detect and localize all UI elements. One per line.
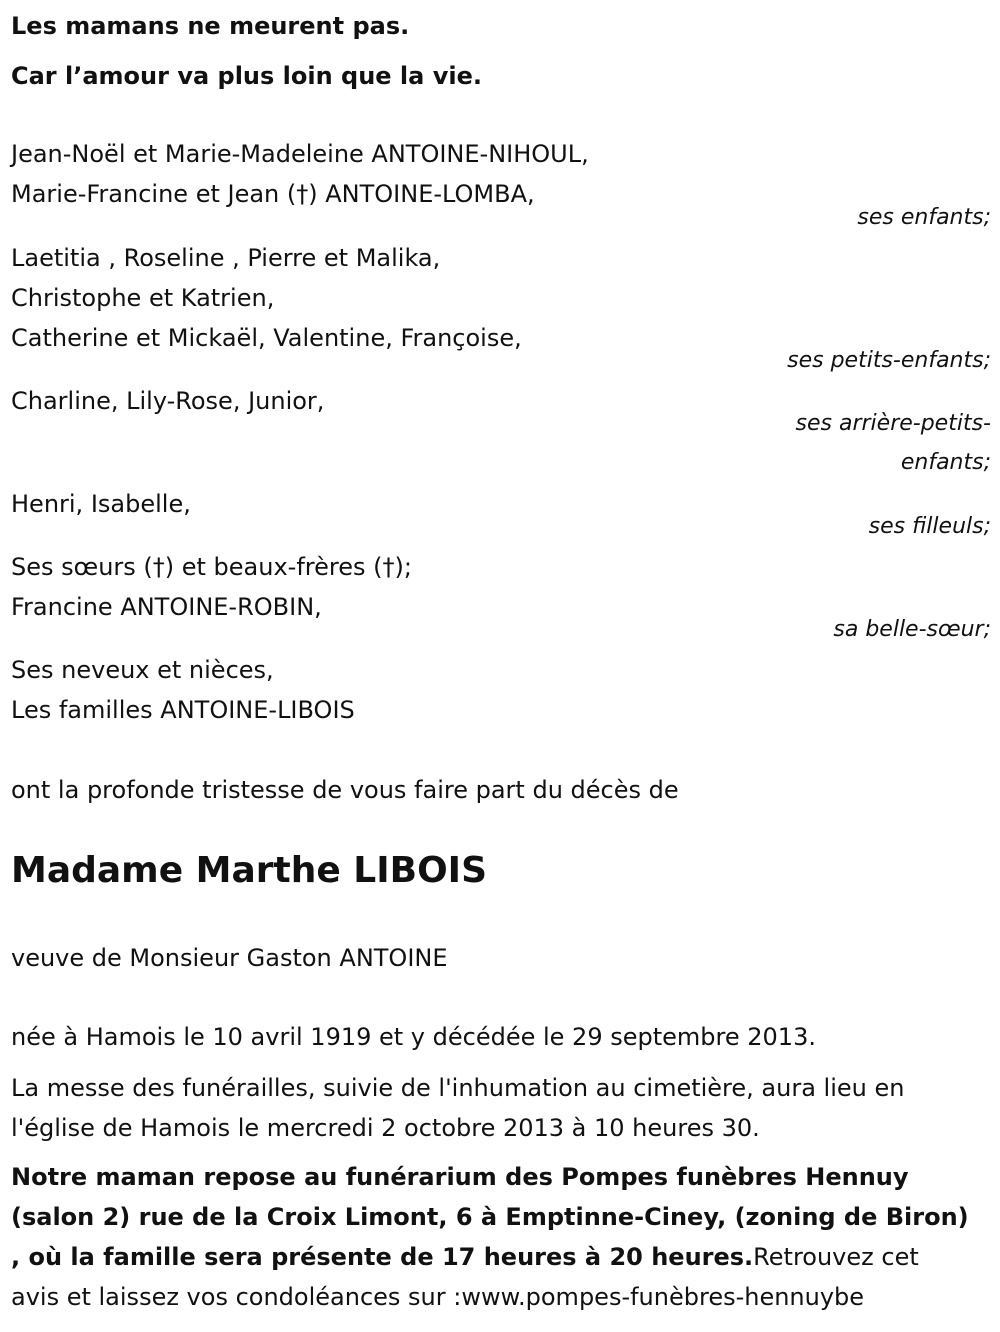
announcement: ont la profonde tristesse de vous faire part du décès de — [11, 776, 679, 804]
godchildren-line-1: Henri, Isabelle, — [11, 490, 191, 518]
deceased-name: Madame Marthe LIBOIS — [11, 850, 487, 891]
relatives-line-2: Les familles ANTOINE-LIBOIS — [11, 696, 355, 724]
grandchildren-line-3: Catherine et Mickaël, Valentine, Françoise, — [11, 324, 522, 352]
relatives-line-1: Ses neveux et nièces, — [11, 656, 274, 684]
birth-death: née à Hamois le 10 avril 1919 et y décédée le 29 septembre 2013. — [11, 1023, 816, 1051]
widow-of: veuve de Monsieur Gaston ANTOINE — [11, 944, 448, 972]
grandchildren-line-2: Christophe et Katrien, — [11, 284, 275, 312]
repose-line-1: Notre maman repose au funérarium des Pompes funèbres Hennuy — [11, 1163, 909, 1191]
retrouvez-text: Retrouvez cet — [753, 1243, 919, 1271]
grandchildren-line-1: Laetitia , Roseline , Pierre et Malika, — [11, 244, 441, 272]
role-grandchildren: ses petits-enfants; — [787, 348, 991, 373]
role-sister-in-law: sa belle-sœur; — [833, 617, 991, 642]
great-grandchildren-line-1: Charline, Lily-Rose, Junior, — [11, 387, 325, 415]
role-children: ses enfants; — [857, 205, 991, 230]
funeral-line-1: La messe des funérailles, suivie de l'inhumation au cimetière, aura lieu en — [11, 1074, 905, 1102]
role-great-grandchildren-1: ses arrière-petits- — [795, 411, 991, 436]
motto-line-2: Car l’amour va plus loin que la vie. — [11, 62, 482, 90]
siblings-line-1: Ses sœurs (†) et beaux-frères (†); — [11, 553, 412, 581]
funeral-line-2: l'église de Hamois le mercredi 2 octobre 2013 à 10 heures 30. — [11, 1114, 760, 1142]
siblings-line-2: Francine ANTOINE-ROBIN, — [11, 593, 322, 621]
repose-line-2: (salon 2) rue de la Croix Limont, 6 à Emptinne-Ciney, (zoning de Biron) — [11, 1203, 969, 1231]
repose-line-3-bold: , où la famille sera présente de 17 heures à 20 heures. — [11, 1243, 754, 1271]
children-line-2: Marie-Francine et Jean (†) ANTOINE-LOMBA, — [11, 180, 535, 208]
repose-line-3 — [11, 1237, 919, 1277]
condoleances-line: avis et laissez vos condoléances sur :www.pompes-funèbres-hennuybe — [11, 1283, 865, 1311]
children-line-1: Jean-Noël et Marie-Madeleine ANTOINE-NIHOUL, — [11, 140, 589, 168]
role-godchildren: ses filleuls; — [868, 514, 991, 539]
motto-line-1: Les mamans ne meurent pas. — [11, 12, 410, 40]
role-great-grandchildren-2: enfants; — [900, 450, 991, 475]
